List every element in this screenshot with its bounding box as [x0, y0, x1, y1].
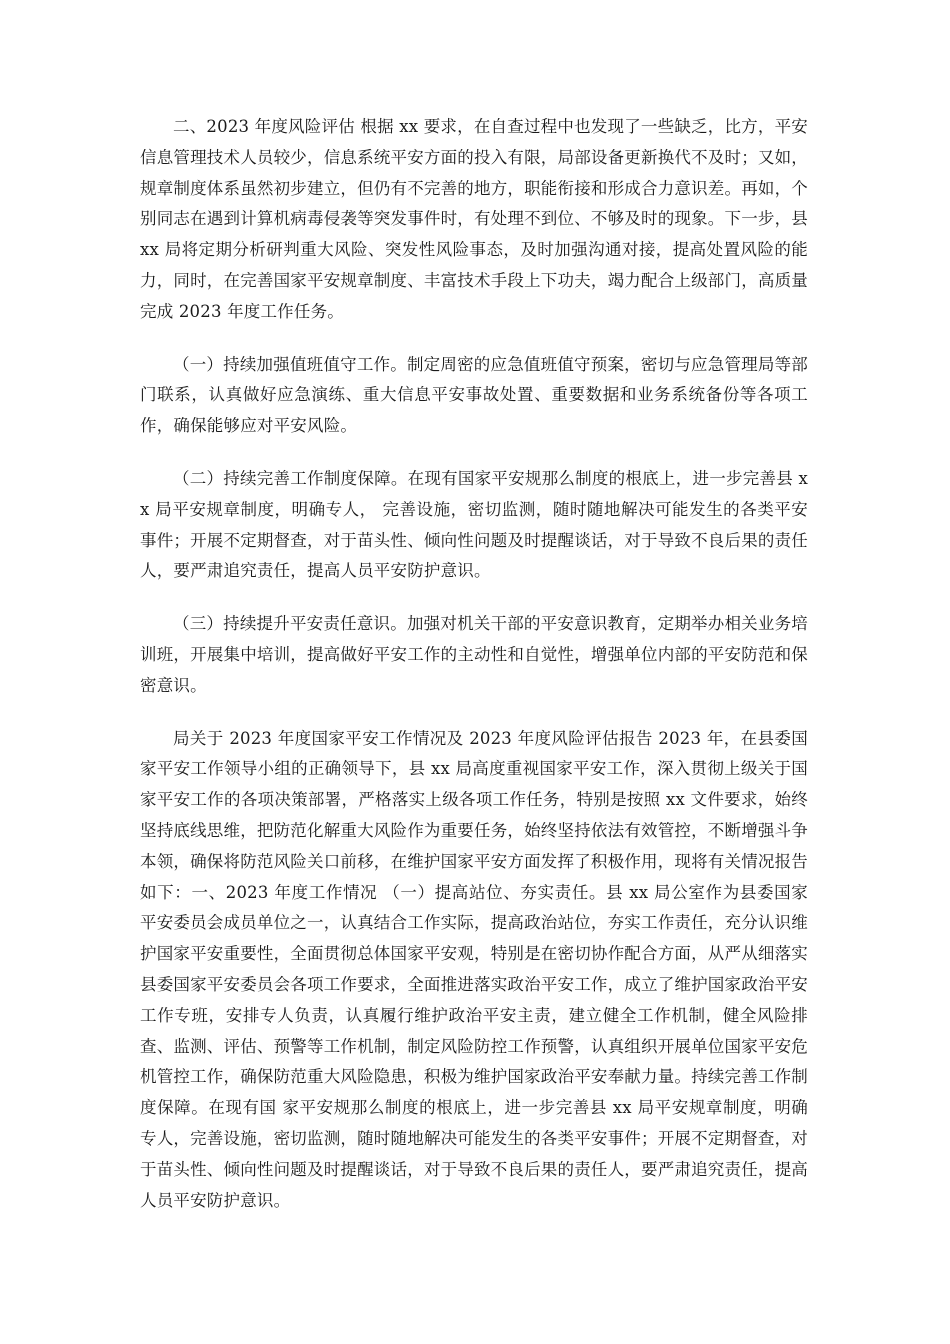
paragraph-responsibility-awareness: （三）持续提升平安责任意识。加强对机关干部的平安意识教育，定期举办相关业务培训班，开展集中培训，提高做好平安工作的主动性和自觉性，增强单位内部的平安防范和保密意识。: [140, 614, 808, 695]
paragraph-duty-work: （一）持续加强值班值守工作。制定周密的应急值班值守预案，密切与应急管理局等部门联系，认真做好应急演练、重大信息平安事故处置、重要数据和业务系统备份等各项工作，确保能够应对平安风险。: [140, 354, 808, 436]
paragraph-annual-report: 局关于 2023 年度国家平安工作情况及 2023 年度风险评估报告 2023 年，在县委国家平安工作领导小组的正确领导下，县 xx 局高度重视国家平安工作，深入贯彻上级关于国家平安工作的各项决策部署，严格落实上级各项工作任务，特别是按照 xx 文件要求，始终坚持底线思维，把防范化解重大风险作为重要任务，始终坚持依法有效管控，不断增强斗争本领，确保将防范风险关口前移，在维护国家平安方面发挥了积极作用，现将有关情况报告如下：一、2023 年度工作情况 （一）提高站位、夯实责任。县 xx 局公室作为县委国家平安委员会成员单位之一，认真结合工作实际，提高政治站位，夯实工作责任，充分认识维护国家平安重要性，全面贯彻总体国家平安观，特别是在密切协作配合方面，从严从细落实县委国家平安委员会各项工作要求，全面推进落实政治平安工作，成立了维护国家政治平安工作专班，安排专人负责，认真履行维护政治平安主责，建立健全工作机制，健全风险排查、监测、评估、预警等工作机制，制定风险防控工作预警，认真组织开展单位国家平安危机管控工作，确保防范重大风险隐患，积极为维护国家政治平安奉献力量。持续完善工作制度保障。在现有国 家平安规那么制度的根底上，进一步完善县 xx 局平安规章制度，明确专人，完善设施，密切监测，随时随地解决可能发生的各类平安事件；开展不定期督查，对于苗头性、倾向性问题及时提醒谈话，对于导致不良后果的责任人，要严肃追究责任，提高人员平安防护意识。: [140, 728, 808, 1210]
paragraph-risk-assessment: 二、2023 年度风险评估 根据 xx 要求，在自查过程中也发现了一些缺乏，比方，平安信息管理技术人员较少，信息系统平安方面的投入有限，局部设备更新换代不及时；又如，规章制度体系虽然初步建立，但仍有不完善的地方，职能衔接和形成合力意识差。再如，个别同志在遇到计算机病毒侵袭等突发事件时，有处理不到位、不够及时的现象。下一步，县 xx 局将定期分析研判重大风险、突发性风险事态，及时加强沟通对接，提高处置风险的能力，同时，在完善国家平安规章制度、丰富技术手段上下功夫，竭力配合上级部门，高质量完成 2023 年度工作任务。: [140, 117, 808, 321]
document-body: [140, 112, 808, 1216]
paragraph-system-guarantee: （二）持续完善工作制度保障。在现有国家平安规那么制度的根底上，进一步完善县 xx 局平安规章制度，明确专人， 完善设施，密切监测，随时随地解决可能发生的各类平安事件；开展不定期督查，对于苗头性、倾向性问题及时提醒谈话，对于导致不良后果的责任人，要严肃追究责任，提高人员平安防护意识。: [140, 468, 808, 581]
